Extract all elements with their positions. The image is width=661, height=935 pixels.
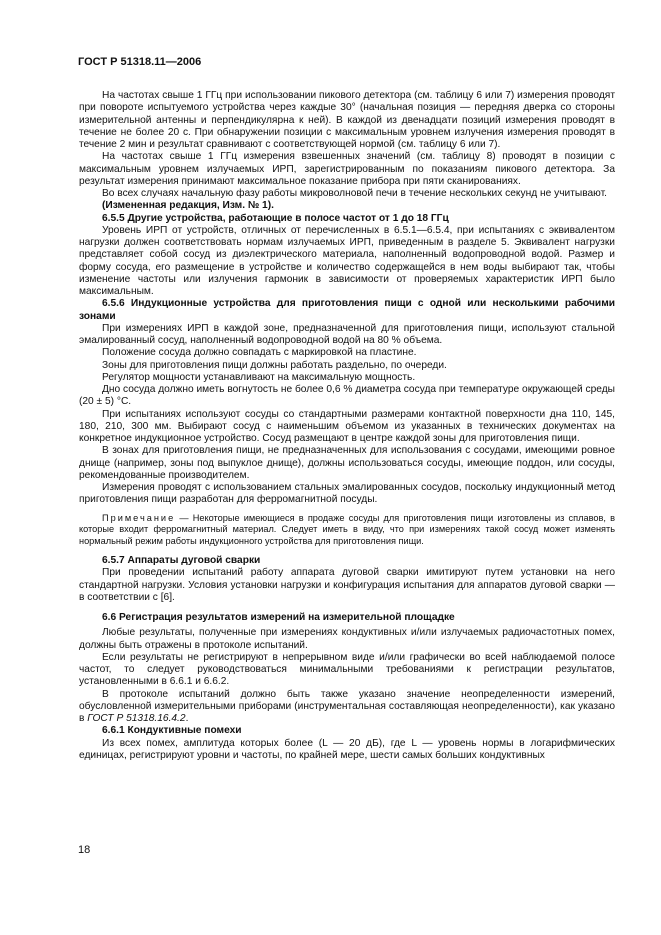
note xyxy=(79,513,615,548)
section-heading-6-5-6: 6.5.6 Индукционные устройства для приготовления пищи с одной или несколькими рабочими зонами xyxy=(79,298,615,322)
document-header: ГОСТ Р 51318.11—2006 xyxy=(78,56,202,68)
paragraph: При измерениях ИРП в каждой зоне, предназначенной для приготовления пищи, используют стальной эмалированный сосуд, наполненный водопроводной водой на 80 % объема. xyxy=(79,322,615,346)
paragraph: Положение сосуда должно совпадать с маркировкой на пластине. xyxy=(102,347,417,359)
paragraph: Дно сосуда должно иметь вогнутость не более 0,6 % диаметра сосуда при температуре окружающей среды (20 ± 5) °С. xyxy=(79,384,615,408)
document-body xyxy=(79,90,615,762)
paragraph: При проведении испытаний работу аппарата дуговой сварки имитируют путем установки на него стандартной нагрузки. Условия установки нагрузки и конфигурация испытания для аппаратов дуговой сварки — в соответствии с [6]. xyxy=(79,567,615,603)
note-dash: — xyxy=(175,512,193,523)
section-heading-6-5-7: 6.5.7 Аппараты дуговой сварки xyxy=(102,555,261,566)
paragraph: Если результаты не регистрируют в непрерывном виде и/или графически во всей наблюдаемой полосе частот, то следует руководствоваться минимальными требованиями к регистрации результатов, установленными в 6.6.1 и 6.6.2. xyxy=(79,651,615,688)
paragraph xyxy=(79,689,615,726)
paragraph: В зонах для приготовления пищи, не предназначенных для использования с сосудами, имеющими ровное днище (например, зоны под выпуклое днище), должны использоваться сосуды, имеющие поддон, или сосуды, рекомендованные производителем. xyxy=(79,445,615,481)
paragraph: Уровень ИРП от устройств, отличных от перечисленных в 6.5.1—6.5.4, при испытаниях с эквивалентом нагрузки должен соответствовать нормам излучаемых ИРП, приведенным в разделе 5. Эквивалент нагрузки представляет собой сосуд из диэлектрического материала, наполненный водопроводной водой. Размер и форму сосуда, его размещение в устройстве и количество содержащейся в нем воды выбирают так, чтобы изменение частоты или излучения гармоник в зависимости от проверяемых характеристик ИРП было максимальным. xyxy=(79,224,615,297)
section-heading-6-6-1: 6.6.1 Кондуктивные помехи xyxy=(102,725,242,737)
standard-reference: ГОСТ Р 51318.16.4.2 xyxy=(87,713,186,724)
paragraph: Любые результаты, полученные при измерениях кондуктивных и/или излучаемых радиочастотных помех, должны быть отражены в протоколе испытаний. xyxy=(79,627,615,651)
note-label: Примечание xyxy=(102,512,176,523)
amendment-note: (Измененная редакция, Изм. № 1). xyxy=(102,200,274,212)
paragraph: Из всех помех, амплитуда которых более (L — 20 дБ), где L — уровень нормы в логарифмических единицах, регистрируют уровни и частоты, по крайней мере, шести самых больших кондуктивных xyxy=(79,737,615,761)
page-number: 18 xyxy=(78,844,91,856)
paragraph: Зоны для приготовления пищи должны работать раздельно, по очереди. xyxy=(102,359,447,371)
paragraph: Регулятор мощности устанавливают на максимальную мощность. xyxy=(102,371,416,383)
paragraph: На частотах свыше 1 ГГц измерения взвешенных значений (см. таблицу 8) проводят в позиции с максимальным уровнем излучаемых ИРП, зарегистрированным по показаниям пикового детектора. За результат измерения принимают максимальное показание прибора при пяти сканированиях. xyxy=(79,151,615,187)
section-heading-6-6: 6.6 Регистрация результатов измерений на измерительной площадке xyxy=(102,612,455,623)
paragraph: Измерения проводят с использованием стальных эмалированных сосудов, поскольку индукционный метод приготовления пищи разработан для ферромагнитной посуды. xyxy=(79,482,615,506)
paragraph: На частотах свыше 1 ГГц при использовании пикового детектора (см. таблицу 6 или 7) измерения проводят при повороте испытуемого устройства через каждые 30° (начальная позиция — передняя дверка со стороны измерительной антенны и перпендикулярна к ней). В каждой из двенадцати позиций измерения проводят в течение не более 20 с. При обнаружении позиции с максимальным уровнем излучения измерения проводят в течение 2 мин и результат сравнивают с соответствующей нормой (см. таблицу 6 или 7). xyxy=(79,90,615,150)
section-heading-6-5-5: 6.5.5 Другие устройства, работающие в полосе частот от 1 до 18 ГГц xyxy=(102,212,449,224)
paragraph: При испытаниях используют сосуды со стандартными размерами контактной поверхности дна 110, 145, 180, 210, 300 мм. Выбирают сосуд с наименьшим объемом из указанных в технических документах на конкретное индукционное устройство. Сосуд размещают в центре каждой зоны для приготовления пищи. xyxy=(79,408,615,444)
note-text: Некоторые имеющиеся в продаже сосуды для приготовления пищи изготовлены из сплавов, в которые входит ферромагнитный материал. Следует иметь в виду, что при измерениях такой сосуд может изменять нормальный режим работы индукционного устройства для приготовления пищи. xyxy=(79,512,615,546)
paragraph: Во всех случаях начальную фазу работы микроволновой печи в течение нескольких секунд не учитывают. xyxy=(102,188,607,199)
paragraph-end: . xyxy=(185,713,189,724)
paragraph-text: В протоколе испытаний должно быть также указано значение неопределенности измерений, обусловленной измерительными приборами (инструментальная составляющая неопределенности), как указано в xyxy=(79,688,615,724)
